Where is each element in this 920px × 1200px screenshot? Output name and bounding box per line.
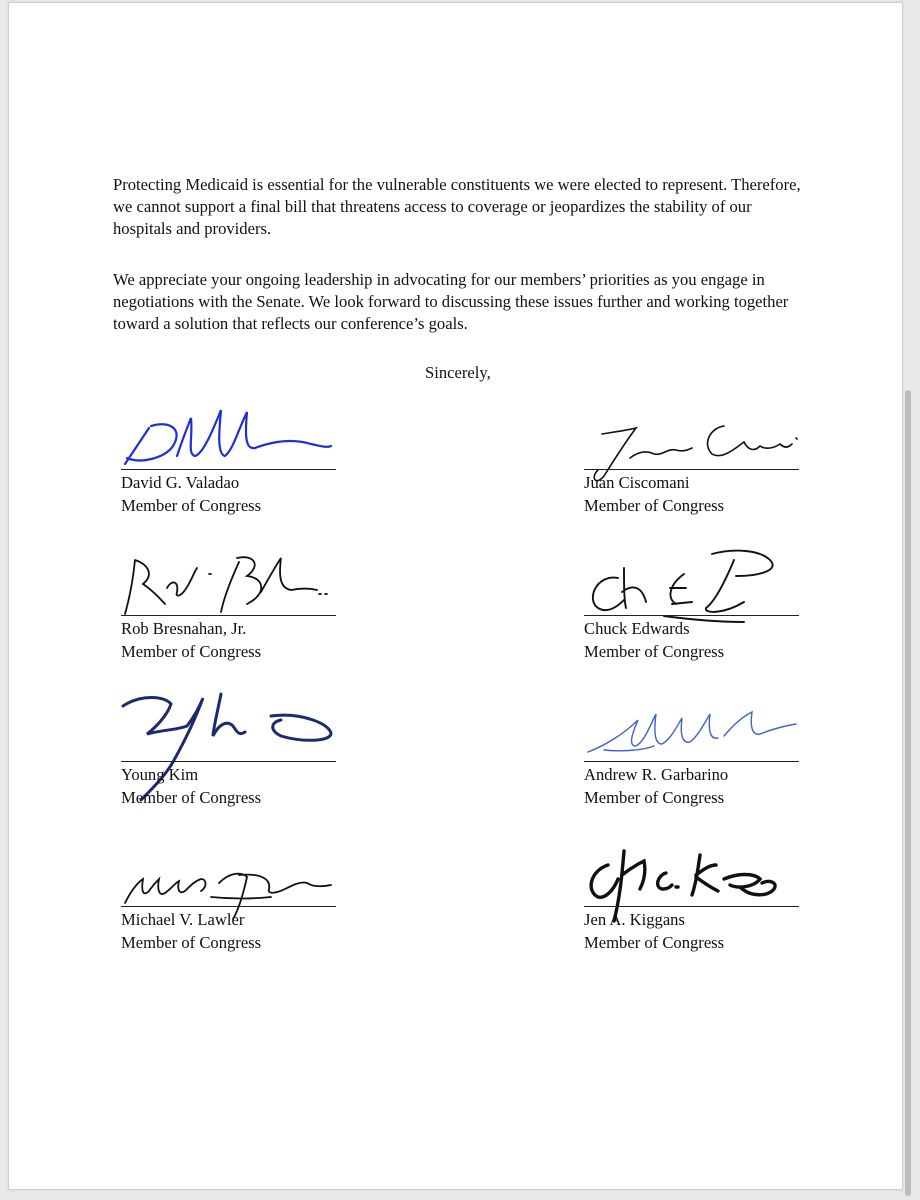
signatory-title: Member of Congress <box>584 933 725 952</box>
signatory-title: Member of Congress <box>584 642 725 661</box>
signatory-title: Member of Congress <box>584 788 725 807</box>
handwritten-signature-bresnahan <box>121 544 341 616</box>
handwritten-signature-garbarino <box>584 690 804 762</box>
signatory-name: Michael V. Lawler <box>121 910 245 929</box>
signatory-title: Member of Congress <box>121 496 262 515</box>
handwritten-signature-valadao <box>121 398 341 470</box>
signatory-name: Jen A. Kiggans <box>584 910 685 929</box>
paragraph-medicaid: Protecting Medicaid is essential for the vulnerable constituents we were elected to represent. Therefore, we cannot support a final bill that threatens access to coverage or jeopardizes the stability of our hospitals and providers. <box>113 175 801 238</box>
signatory-title: Member of Congress <box>121 788 262 807</box>
paragraph-appreciation: We appreciate your ongoing leadership in advocating for our members’ priorities as you engage in negotiations with the Senate. We look forward to discussing these issues further and working together toward a solution that reflects our conference’s goals. <box>113 270 789 333</box>
signatory-name: Andrew R. Garbarino <box>584 765 729 784</box>
signatory-name: Young Kim <box>121 765 199 784</box>
closing-salutation: Sincerely, <box>425 363 491 382</box>
signatory-title: Member of Congress <box>121 933 262 952</box>
signatory-name: Chuck Edwards <box>584 619 690 638</box>
vertical-scrollbar[interactable] <box>905 390 911 1196</box>
signatory-name: David G. Valadao <box>121 473 240 492</box>
signatory-title: Member of Congress <box>121 642 262 661</box>
signatory-name: Rob Bresnahan, Jr. <box>121 619 247 638</box>
signatory-name: Juan Ciscomani <box>584 473 690 492</box>
signatory-title: Member of Congress <box>584 496 725 515</box>
